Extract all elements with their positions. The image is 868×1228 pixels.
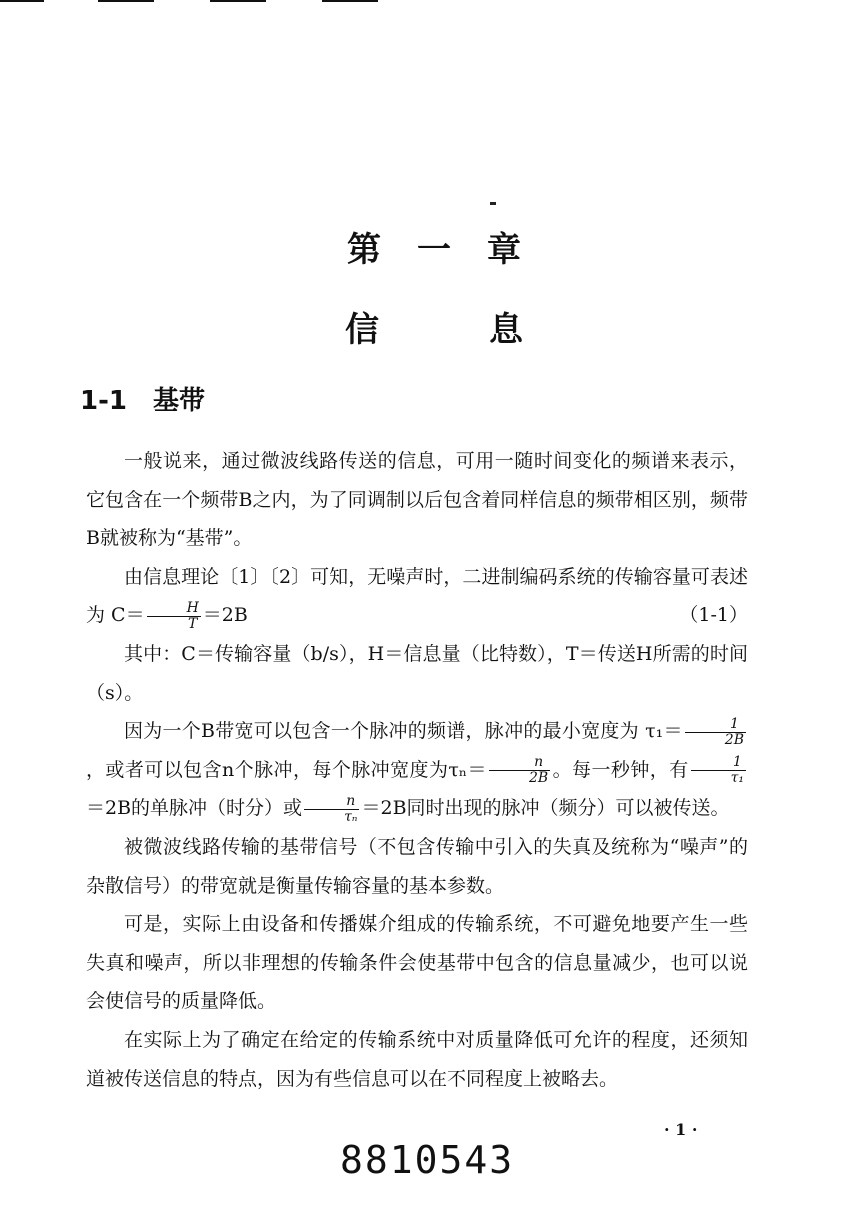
equation-number: （1-1）	[679, 604, 748, 627]
paragraph-4-text-a: 因为一个B带宽可以包含一个脉冲的频谱，脉冲的最小宽度为 τ₁＝	[124, 720, 683, 743]
paragraph-5: 被微波线路传输的基带信号（不包含传输中引入的失真及统称为“噪声”的杂散信号）的带宽就是衡量传输容量的基本参数。	[86, 835, 748, 897]
equation-fraction-h-t	[147, 601, 201, 632]
paragraph-4-text-b: ，或者可以包含n个脉冲，每个脉冲宽度为τₙ＝	[86, 758, 487, 781]
page-number: · 1 ·	[664, 1120, 698, 1139]
catalog-stamp: 8810543	[340, 1138, 515, 1182]
chapter-number: 第一章	[347, 230, 557, 270]
paragraph-6: 可是，实际上由设备和传播媒介组成的传输系统，不可避免地要产生一些失真和噪声，所以非理想的传输条件会使基带中包含的信息量减少，也可以说会使信号的质量降低。	[86, 913, 748, 1013]
paragraph-1: 一般说来，通过微波线路传送的信息，可用一随时间变化的频谱来表示，它包含在一个频带B之内，为了同调制以后包含着同样信息的频带相区别，频带B就被称为“基带”。	[86, 450, 748, 550]
fraction-1-over-2b	[685, 717, 746, 748]
paragraph-2-text-b: ＝2B	[202, 604, 248, 627]
fraction-denominator: τ₁	[730, 770, 744, 787]
fraction-numerator: 1	[685, 717, 746, 733]
top-rule-1	[0, 0, 44, 2]
fraction-denominator: τₙ	[344, 808, 358, 825]
fraction-numerator: n	[304, 794, 359, 810]
paragraph-3: 其中：C＝传输容量（b/s），H＝信息量（比特数），T＝传送H所需的时间（s）。	[86, 642, 748, 704]
fraction-1-over-tau1	[691, 755, 746, 786]
section-heading	[80, 380, 205, 417]
scan-speck	[490, 202, 496, 205]
paragraph-2	[86, 558, 748, 635]
top-rule-3	[210, 0, 266, 2]
paragraph-7: 在实际上为了确定在给定的传输系统中对质量降低可允许的程度，还须知道被传送信息的特点，因为有些信息可以在不同程度上被略去。	[86, 1028, 748, 1090]
fraction-n-over-2b	[489, 755, 550, 786]
paragraph-4	[86, 712, 748, 828]
paragraph-4-text-d: ＝2B的单脉冲（时分）或	[86, 797, 303, 820]
paragraph-4-text-e: ＝2B同时出现的脉冲（频分）可以被传送。	[361, 797, 730, 820]
top-rule-4	[322, 0, 378, 2]
section-number: 1-1	[80, 386, 127, 416]
fraction-numerator: n	[489, 755, 550, 771]
fraction-denominator: 2B	[724, 731, 744, 748]
paragraph-4-text-c: 。每一秒钟，有	[552, 758, 689, 781]
body-text	[86, 442, 748, 1098]
fraction-denominator: T	[188, 615, 198, 632]
fraction-n-over-taun	[304, 794, 359, 825]
section-title: 基带	[152, 386, 205, 416]
fraction-denominator: 2B	[528, 770, 549, 787]
top-rule-2	[98, 0, 154, 2]
fraction-numerator: 1	[691, 755, 746, 771]
chapter-title: 信息	[345, 310, 633, 350]
paragraph-2-text-a: 由信息理论〔1〕〔2〕可知，无噪声时，二进制编码系统的传输容量可表述为 C＝	[86, 565, 748, 627]
fraction-numerator: H	[147, 601, 201, 617]
